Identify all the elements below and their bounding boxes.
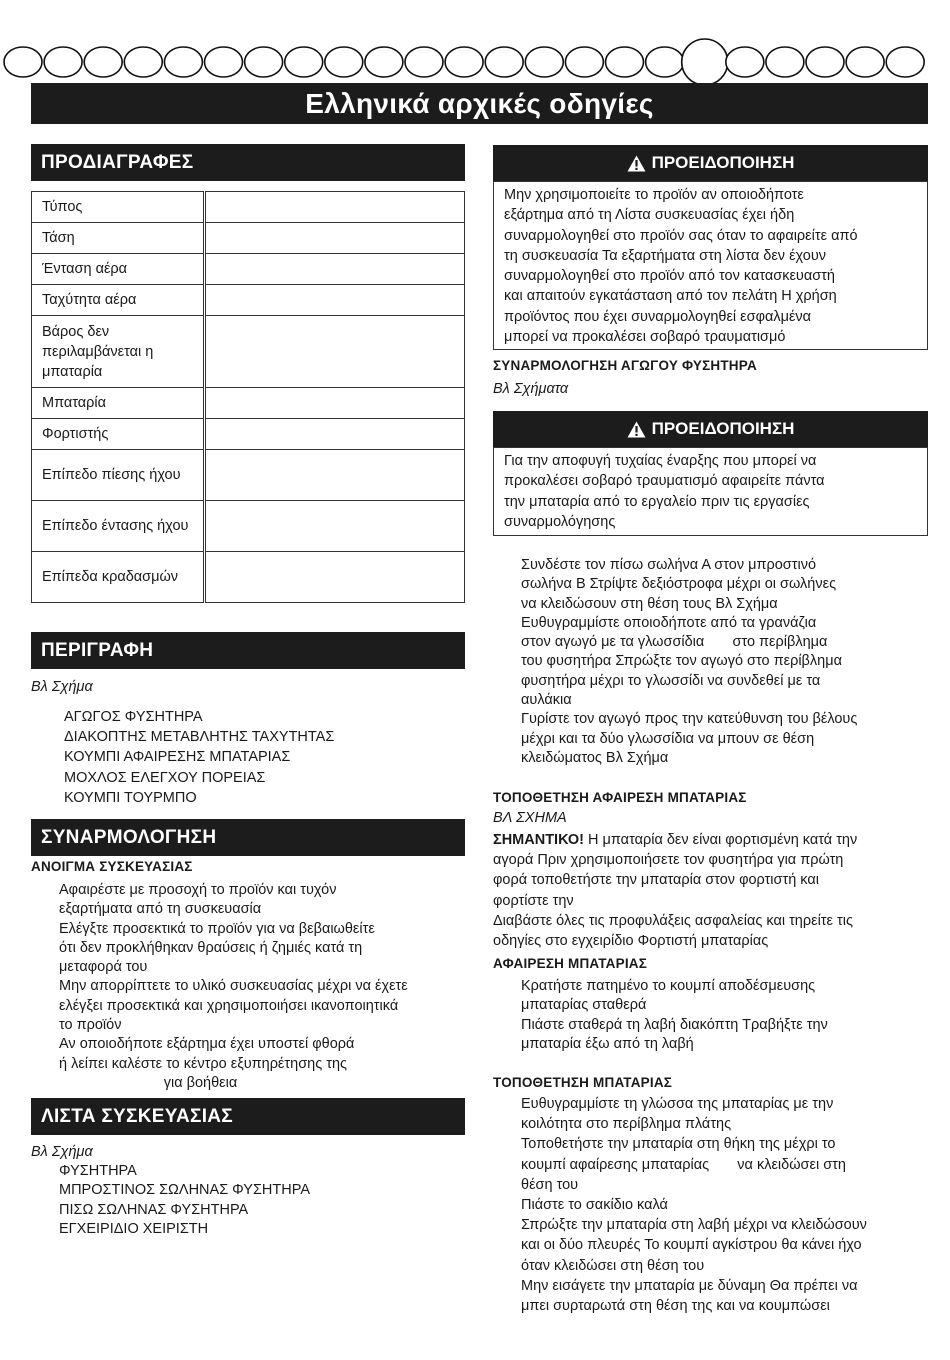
spec-value bbox=[205, 254, 465, 285]
unpacking-subheading: ΑΝΟΙΓΜΑ ΣΥΣΚΕΥΑΣΙΑΣ bbox=[31, 859, 193, 874]
warning-icon bbox=[627, 155, 646, 172]
language-tab-circle bbox=[124, 47, 162, 77]
spec-value bbox=[205, 285, 465, 316]
duct-assembly-subheading: ΣΥΝΑΡΜΟΛΟΓΗΣΗ ΑΓΩΓΟΥ ΦΥΣΗΤΗΡΑ bbox=[493, 358, 757, 373]
spec-label: Ένταση αέρα bbox=[32, 254, 205, 285]
language-tab-circle bbox=[365, 47, 403, 77]
language-tab-circle bbox=[646, 47, 684, 77]
language-tab-circle bbox=[525, 47, 563, 77]
battery-important: ΣΗΜΑΝΤΙΚΟ! Η μπαταρία δεν είναι φορτισμένη κατά την αγορά Πριν χρησιμοποιήσετε τον φυσητήρα για πρώτη φορά τοποθετήστε την μπαταρία στον φορτιστή και φορτίστε την Διαβάστε όλες τις προφυλάξεις ασφαλείας και τηρείτε τις οδηγίες στο εγχειρίδιο Φορτιστή μπαταρίας bbox=[493, 832, 858, 950]
battery-removal-steps: Κρατήστε πατημένο το κουμπί αποδέσμευσης μπαταρίας σταθερά Πιάστε σταθερά τη λαβή διακόπτη Τραβήξτε την μπαταρία έξω από τη λαβή bbox=[521, 978, 828, 1052]
packing-list bbox=[59, 1162, 310, 1239]
warning-box-1: Μην χρησιμοποιείτε το προϊόν αν οποιοδήποτε εξάρτημα από τη Λίστα συσκευασίας έχει ήδη συναρμολογηθεί στο προϊόν σας όταν το αφαιρείτε από τη συσκευασία Τα εξαρτήματα στη λίστα δεν έχουν συναρμολογηθεί στο προϊόν από τον κατασκευαστή και απαιτούν εγκατάσταση από τον πελάτη Η χρήση προϊόντος που έχει συναρμολογηθεί εσφαλμένα μπορεί να προκαλέσει σοβαρό τραυματισμό bbox=[493, 181, 928, 350]
language-tab-circle bbox=[886, 47, 924, 77]
table-row bbox=[32, 388, 465, 419]
table-row bbox=[32, 552, 465, 603]
warning-box-2: Για την αποφυγή τυχαίας έναρξης που μπορεί να προκαλέσει σοβαρό τραυματισμό αφαιρείτε πάντα την μπαταρία από το εργαλείο πριν τις εργασίες συναρμολόγησης bbox=[493, 447, 928, 536]
language-tab-circle bbox=[84, 47, 122, 77]
spec-value bbox=[205, 223, 465, 254]
language-tab-circle bbox=[726, 47, 764, 77]
description-heading: ΠΕΡΙΓΡΑΦΗ bbox=[31, 632, 465, 669]
spec-value bbox=[205, 192, 465, 223]
table-row bbox=[32, 450, 465, 501]
important-label: ΣΗΜΑΝΤΙΚΟ! bbox=[493, 832, 584, 848]
table-row bbox=[32, 192, 465, 223]
spec-label: Μπαταρία bbox=[32, 388, 205, 419]
spec-value bbox=[205, 419, 465, 450]
spec-label: Τάση bbox=[32, 223, 205, 254]
page-title: Ελληνικά αρχικές οδηγίες bbox=[31, 83, 928, 124]
unpacking-text: Αφαιρέστε με προσοχή το προϊόν και τυχόν εξαρτήματα από τη συσκευασία Ελέγξτε προσεκτικά το προϊόν για να βεβαιωθείτε ότι δεν προκλήθηκαν θραύσεις ή ζημιές κατά τη μεταφορά του Μην απορρίπτετε το υλικό συσκευασίας μέχρι να έχετε ελέγξει προσεκτικά και χρησιμοποιήσει ικανοποιητικά το προϊόν Αν οποιοδήποτε εξάρτημα έχει υποστεί φθορά ή λείπει καλέστε το κέντρο εξυπηρέτησης της για βοήθεια bbox=[59, 882, 408, 1091]
spec-label: Επίπεδο πίεσης ήχου bbox=[32, 450, 205, 501]
list-item: ΚΟΥΜΠΙ ΑΦΑΙΡΕΣΗΣ ΜΠΑΤΑΡΙΑΣ bbox=[64, 749, 291, 766]
battery-install-steps: Ευθυγραμμίστε τη γλώσσα της μπαταρίας με την κοιλότητα στο περίβλημα πλάτης Τοποθετήστε την μπαταρία στη θήκη της μέχρι το κουμπί αφαίρεσης μπαταρίας να κλειδώσει στη θέση του Πιάστε το σακίδιο καλά Σπρώξτε την μπαταρία στη λαβή μέχρι να κλειδώσουν και οι δύο πλευρές Το κουμπί αγκίστρου θα κάνει ήχο όταν κλειδώσει στη θέση του Μην εισάγετε την μπαταρία με δύναμη Θα πρέπει να μπει συρταρωτά στη θέση της και να κουμπώσει bbox=[521, 1096, 867, 1315]
description-list bbox=[64, 707, 334, 808]
language-tab-circle bbox=[565, 47, 603, 77]
language-tab-circle bbox=[245, 47, 283, 77]
table-row bbox=[32, 501, 465, 552]
language-tab-circle bbox=[285, 47, 323, 77]
spec-value bbox=[205, 450, 465, 501]
duct-steps: Συνδέστε τον πίσω σωλήνα Α στον μπροστινό σωλήνα Β Στρίψτε δεξιόστροφα μέχρι οι σωλήνες να κλειδώσουν στη θέση τους Βλ Σχήμα Ευθυγραμμίστε οποιοδήποτε από τα γρανάζια στον αγωγό με τα γλωσσίδια στο περίβλημα του φυσητήρα Σπρώξτε τον αγωγό στο περίβλημα φυσητήρα μέχρι το γλωσσίδι να συνδεθεί με τα αυλάκια Γυρίστε τον αγωγό προς την κατεύθυνση του βέλους μέχρι και τα δύο γλωσσίδια να μπουν σε θέση κλειδώματος Βλ Σχήμα bbox=[521, 557, 858, 766]
warning-heading-2: ΠΡΟΕΙΔΟΠΟΙΗΣΗ bbox=[493, 411, 928, 447]
language-tab-circle bbox=[445, 47, 483, 77]
language-tab-circle bbox=[325, 47, 363, 77]
spec-heading: ΠΡΟΔΙΑΓΡΑΦΕΣ bbox=[31, 144, 465, 181]
spec-value bbox=[205, 316, 465, 388]
list-item: ΕΓΧΕΙΡΙΔΙΟ ΧΕΙΡΙΣΤΗ bbox=[59, 1220, 209, 1237]
spec-label: Επίπεδα κραδασμών bbox=[32, 552, 205, 603]
language-tab-circle bbox=[846, 47, 884, 77]
spec-table bbox=[31, 191, 465, 603]
warning-heading-1: ΠΡΟΕΙΔΟΠΟΙΗΣΗ bbox=[493, 145, 928, 181]
spec-label: Φορτιστής bbox=[32, 419, 205, 450]
battery-subheading: ΤΟΠΟΘΕΤΗΣΗ ΑΦΑΙΡΕΣΗ ΜΠΑΤΑΡΙΑΣ bbox=[493, 790, 747, 805]
spec-value bbox=[205, 552, 465, 603]
table-row bbox=[32, 419, 465, 450]
spec-value bbox=[205, 501, 465, 552]
language-tab-circle bbox=[164, 47, 202, 77]
packing-heading: ΛΙΣΤΑ ΣΥΣΚΕΥΑΣΙΑΣ bbox=[31, 1098, 465, 1135]
warning-icon bbox=[627, 421, 646, 438]
list-item: ΚΟΥΜΠΙ ΤΟΥΡΜΠΟ bbox=[64, 789, 197, 806]
language-tab-circle bbox=[766, 47, 804, 77]
language-tab-circle bbox=[205, 47, 243, 77]
language-tab-circle bbox=[44, 47, 82, 77]
description-ref: Βλ Σχήμα bbox=[31, 679, 93, 695]
list-item: ΠΙΣΩ ΣΩΛΗΝΑΣ ΦΥΣΗΤΗΡΑ bbox=[59, 1201, 249, 1218]
packing-ref: Βλ Σχήμα bbox=[31, 1144, 93, 1160]
battery-removal-subheading: ΑΦΑΙΡΕΣΗ ΜΠΑΤΑΡΙΑΣ bbox=[493, 956, 648, 971]
duct-assembly-ref: Βλ Σχήματα bbox=[493, 381, 569, 397]
spec-label: Ταχύτητα αέρα bbox=[32, 285, 205, 316]
table-row bbox=[32, 316, 465, 388]
list-item: ΜΟΧΛΟΣ ΕΛΕΓΧΟΥ ΠΟΡΕΙΑΣ bbox=[64, 769, 266, 786]
spec-label: Βάρος δεν περιλαμβάνεται η μπαταρία bbox=[32, 316, 205, 388]
spec-label: Τύπος bbox=[32, 192, 205, 223]
spec-label: Επίπεδο έντασης ήχου bbox=[32, 501, 205, 552]
table-row bbox=[32, 223, 465, 254]
battery-install-subheading: ΤΟΠΟΘΕΤΗΣΗ ΜΠΑΤΑΡΙΑΣ bbox=[493, 1075, 673, 1090]
language-tab-circle bbox=[682, 39, 728, 85]
language-tab-circle bbox=[606, 47, 644, 77]
language-tab-circle bbox=[4, 47, 42, 77]
language-tab-circle bbox=[806, 47, 844, 77]
list-item: ΦΥΣΗΤΗΡΑ bbox=[59, 1163, 137, 1179]
language-tab-circle bbox=[405, 47, 443, 77]
list-item: ΔΙΑΚΟΠΤΗΣ ΜΕΤΑΒΛΗΤΗΣ ΤΑΧΥΤΗΤΑΣ bbox=[64, 729, 335, 746]
list-item: ΜΠΡΟΣΤΙΝΟΣ ΣΩΛΗΝΑΣ ΦΥΣΗΤΗΡΑ bbox=[59, 1182, 310, 1199]
spec-value bbox=[205, 388, 465, 419]
table-row bbox=[32, 254, 465, 285]
list-item: ΑΓΩΓΟΣ ΦΥΣΗΤΗΡΑ bbox=[64, 709, 203, 725]
language-tab-circle bbox=[485, 47, 523, 77]
assembly-heading: ΣΥΝΑΡΜΟΛΟΓΗΣΗ bbox=[31, 819, 465, 856]
language-tabs bbox=[3, 38, 928, 86]
battery-ref: ΒΛ ΣΧΗΜΑ bbox=[493, 810, 567, 826]
table-row bbox=[32, 285, 465, 316]
